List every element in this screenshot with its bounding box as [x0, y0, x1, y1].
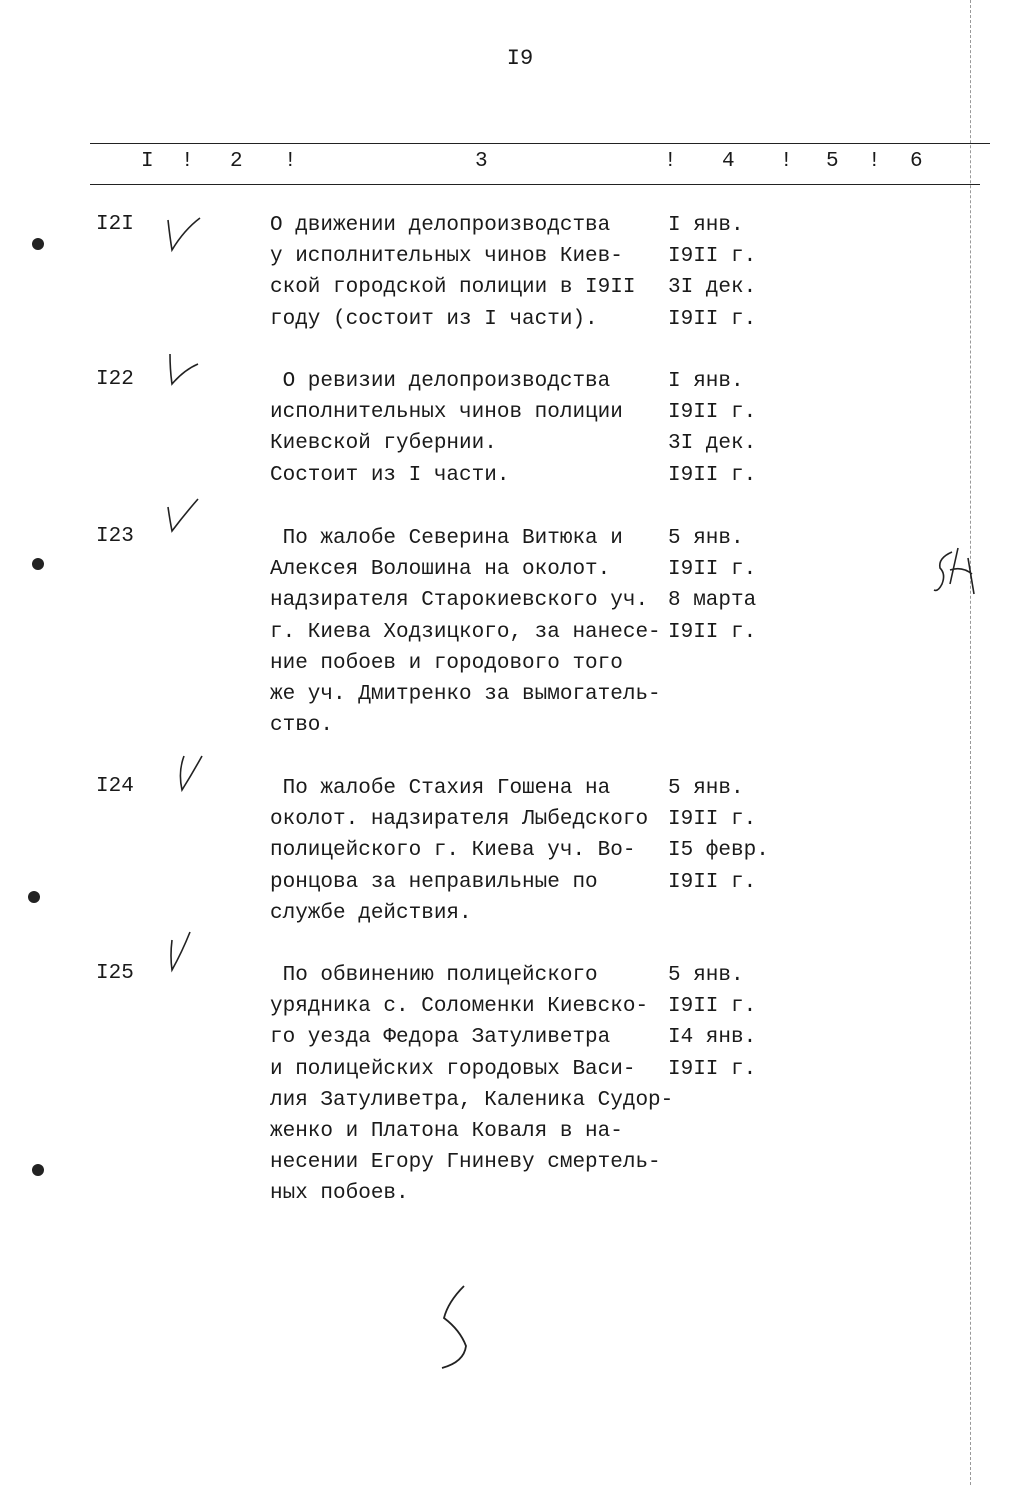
description-line: По жалобе Стахия Гошена на [270, 777, 611, 800]
column-header-5: 5 [826, 150, 839, 173]
margin-line [970, 0, 971, 1485]
description-line: Киевской губернии. [270, 432, 497, 456]
description-line: ронцова за неправильные по [270, 870, 598, 894]
binding-hole-icon [32, 238, 44, 250]
description-line: го уезда Федора Затуливетра [270, 1026, 611, 1050]
entry-dates [668, 960, 778, 1085]
entry-dates [668, 523, 778, 648]
entry-number: I25 [96, 962, 134, 985]
handwritten-page-mark-icon [430, 1282, 480, 1374]
description-line: Состоит из I части. [270, 463, 510, 487]
description-line: женко и Платона Коваля в на- [270, 1120, 623, 1144]
date-line: I9II г. [668, 307, 757, 331]
column-separator: ! [284, 150, 297, 173]
date-line: I9II г. [668, 870, 757, 894]
check-mark-icon [158, 495, 208, 537]
description-line: надзирателя Старокиевского уч. [270, 589, 649, 613]
date-line: I янв. [668, 214, 744, 237]
binding-hole-icon [28, 891, 40, 903]
column-header-3: 3 [475, 150, 488, 173]
header-bottom-rule [90, 184, 980, 185]
date-line: I9II г. [668, 1057, 757, 1081]
check-mark-icon [160, 214, 210, 254]
description-line: у исполнительных чинов Киев- [270, 245, 623, 269]
entry-description [270, 210, 670, 335]
binding-hole-icon [32, 1164, 44, 1176]
entry-number: I2I [96, 213, 134, 236]
column-separator: ! [780, 150, 793, 173]
description-line: ской городской полиции в I9II [270, 276, 636, 300]
entry-number: I22 [96, 368, 134, 391]
date-line: I5 февр. [668, 839, 769, 863]
entry-number: I23 [96, 525, 134, 548]
date-line: I9II г. [668, 808, 757, 832]
description-line: и полицейских городовых Васи- [270, 1057, 636, 1081]
check-mark-icon [160, 928, 204, 978]
page-number: I9 [506, 46, 534, 71]
date-line: I9II г. [668, 995, 757, 1019]
date-line: 5 янв. [668, 964, 744, 987]
entry-description [270, 366, 670, 491]
header-top-rule [90, 143, 990, 144]
date-line: 5 янв. [668, 527, 744, 550]
column-header-6: 6 [910, 150, 923, 173]
entry-dates [668, 773, 778, 898]
description-line: исполнительных чинов полиции [270, 401, 623, 425]
column-header-2: 2 [230, 150, 243, 173]
date-line: I9II г. [668, 558, 757, 582]
description-line: урядника с. Соломенки Киевско- [270, 995, 649, 1019]
entry-number: I24 [96, 775, 134, 798]
date-line: I9II г. [668, 463, 757, 487]
check-mark-icon [160, 350, 210, 390]
description-line: же уч. Дмитренко за вымогатель- [270, 683, 661, 707]
date-line: 8 марта [668, 589, 757, 613]
description-line: службе действия. [270, 901, 472, 925]
check-mark-icon [172, 752, 212, 800]
description-line: Алексея Волошина на околот. [270, 558, 611, 582]
column-separator: ! [868, 150, 881, 173]
date-line: I9II г. [668, 245, 757, 269]
description-line: О движении делопроизводства [270, 214, 611, 237]
description-line: околот. надзирателя Лыбедского [270, 808, 649, 832]
column-separator: ! [181, 150, 194, 173]
entry-description [270, 960, 674, 1210]
description-line: По жалобе Северина Витюка и [270, 527, 623, 550]
date-line: 5 янв. [668, 777, 744, 800]
entry-dates [668, 366, 778, 491]
entry-description [270, 773, 670, 929]
description-line: полицейского г. Киева уч. Во- [270, 839, 636, 863]
date-line: I4 янв. [668, 1026, 757, 1050]
date-line: 3I дек. [668, 276, 757, 300]
description-line: году (состоит из I части). [270, 307, 598, 331]
description-line: ние побоев и городового того [270, 651, 623, 675]
date-line: I9II г. [668, 620, 757, 644]
description-line: ных побоев. [270, 1182, 409, 1206]
description-line: г. Киева Ходзицкого, за нанесе- [270, 620, 661, 644]
description-line: По обвинению полицейского [270, 964, 598, 987]
column-header-1: I [141, 150, 154, 173]
binding-hole-icon [32, 558, 44, 570]
column-header-4: 4 [722, 150, 735, 173]
description-line: ство. [270, 714, 334, 738]
handwritten-folio-mark-icon [928, 544, 978, 602]
date-line: I9II г. [668, 401, 757, 425]
date-line: I янв. [668, 370, 744, 393]
description-line: лия Затуливетра, Каленика Судор- [270, 1088, 674, 1112]
description-line: несении Егору Гниневу смертель- [270, 1151, 661, 1175]
entry-description [270, 523, 670, 741]
column-separator: ! [664, 150, 677, 173]
entry-dates [668, 210, 778, 335]
description-line: О ревизии делопроизводства [270, 370, 611, 393]
date-line: 3I дек. [668, 432, 757, 456]
